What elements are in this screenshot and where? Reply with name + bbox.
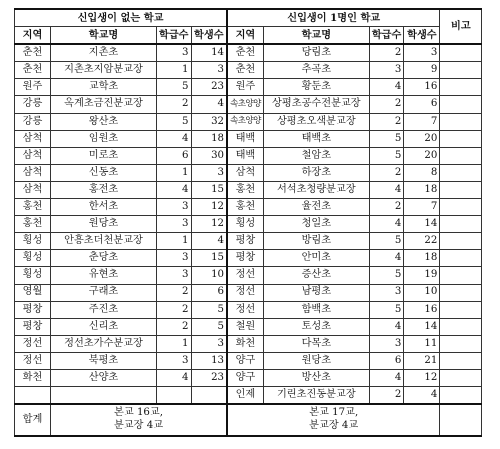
right-classes-cell: 5 xyxy=(369,301,404,318)
right-students-cell: 11 xyxy=(404,335,440,352)
right-classes-cell: 5 xyxy=(369,233,404,250)
col-header-classes: 학급수 xyxy=(369,27,404,45)
left-classes-cell: 2 xyxy=(157,301,192,318)
school-table-container xyxy=(14,8,482,437)
right-classes-cell: 5 xyxy=(369,147,404,164)
right-school-cell: 안미초 xyxy=(263,250,369,267)
right-classes-cell: 2 xyxy=(369,96,404,113)
right-students-cell: 3 xyxy=(404,44,440,62)
right-students-cell: 22 xyxy=(404,233,440,250)
right-school-cell: 추곡초 xyxy=(263,62,369,79)
right-school-cell: 황둔초 xyxy=(263,79,369,96)
table-row xyxy=(15,181,482,198)
left-students-cell: 12 xyxy=(191,199,227,216)
left-region-cell: 원주 xyxy=(15,79,51,96)
left-classes-cell: 1 xyxy=(157,233,192,250)
right-region-cell: 정선 xyxy=(227,284,263,301)
right-region-cell: 철원 xyxy=(227,318,263,335)
total-remarks-cell xyxy=(440,404,482,436)
group-header-no-freshmen: 신입생이 없는 학교 xyxy=(15,9,228,27)
right-region-cell: 홍천 xyxy=(227,199,263,216)
left-school-cell: 홍전초 xyxy=(51,181,157,198)
left-classes-cell: 4 xyxy=(157,181,192,198)
right-classes-cell: 2 xyxy=(369,113,404,130)
right-school-cell: 방산초 xyxy=(263,369,369,386)
right-school-cell: 당림초 xyxy=(263,44,369,62)
left-school-cell: 춘당초 xyxy=(51,250,157,267)
right-school-cell: 서석초청량분교장 xyxy=(263,181,369,198)
left-region-cell: 춘천 xyxy=(15,44,51,62)
table-row xyxy=(15,79,482,96)
remarks-cell xyxy=(440,369,482,386)
right-region-cell: 원주 xyxy=(227,79,263,96)
left-students-cell: 12 xyxy=(191,216,227,233)
left-students-cell: 3 xyxy=(191,164,227,181)
left-region-cell: 춘천 xyxy=(15,62,51,79)
right-classes-cell: 4 xyxy=(369,216,404,233)
total-row xyxy=(15,404,482,436)
left-school-cell: 옥계초금진분교장 xyxy=(51,96,157,113)
right-region-cell: 평창 xyxy=(227,233,263,250)
table-row xyxy=(15,147,482,164)
left-school-cell: 유현초 xyxy=(51,267,157,284)
right-school-cell: 기린초진동분교장 xyxy=(263,387,369,405)
right-region-cell: 속초양양 xyxy=(227,96,263,113)
left-school-cell: 교학초 xyxy=(51,79,157,96)
remarks-cell xyxy=(440,233,482,250)
table-row xyxy=(15,369,482,386)
right-region-cell: 횡성 xyxy=(227,216,263,233)
left-students-cell: 15 xyxy=(191,250,227,267)
left-students-cell: 18 xyxy=(191,130,227,147)
left-classes-cell: 4 xyxy=(157,369,192,386)
remarks-cell xyxy=(440,267,482,284)
left-students-cell: 10 xyxy=(191,267,227,284)
left-students-cell: 3 xyxy=(191,335,227,352)
right-region-cell: 춘천 xyxy=(227,62,263,79)
left-classes-cell: 5 xyxy=(157,79,192,96)
remarks-cell xyxy=(440,96,482,113)
left-classes-cell: 3 xyxy=(157,352,192,369)
left-region-cell: 홍천 xyxy=(15,216,51,233)
left-region-cell: 영월 xyxy=(15,284,51,301)
right-classes-cell: 4 xyxy=(369,369,404,386)
right-students-cell: 18 xyxy=(404,181,440,198)
left-classes-cell: 6 xyxy=(157,147,192,164)
left-school-cell: 미로초 xyxy=(51,147,157,164)
group-header-one-freshman: 신입생이 1명인 학교 xyxy=(227,9,440,27)
right-school-cell: 하장초 xyxy=(263,164,369,181)
table-row xyxy=(15,318,482,335)
left-school-cell: 산양초 xyxy=(51,369,157,386)
table-row xyxy=(15,233,482,250)
right-classes-cell: 5 xyxy=(369,267,404,284)
right-region-cell: 평창 xyxy=(227,250,263,267)
right-students-cell: 14 xyxy=(404,216,440,233)
col-header-classes: 학급수 xyxy=(157,27,192,45)
left-students-cell: 6 xyxy=(191,284,227,301)
table-body xyxy=(15,44,482,404)
left-students-cell: 30 xyxy=(191,147,227,164)
left-classes-cell: 3 xyxy=(157,216,192,233)
right-classes-cell: 2 xyxy=(369,199,404,216)
table-row xyxy=(15,96,482,113)
remarks-cell xyxy=(440,387,482,405)
left-school-cell: 구래초 xyxy=(51,284,157,301)
right-classes-cell: 3 xyxy=(369,62,404,79)
total-left-line1: 본교 16교, xyxy=(114,407,163,419)
col-header-students: 학생수 xyxy=(404,27,440,45)
left-classes-cell: 1 xyxy=(157,335,192,352)
right-students-cell: 6 xyxy=(404,96,440,113)
right-classes-cell: 4 xyxy=(369,181,404,198)
table-row xyxy=(15,62,482,79)
remarks-cell xyxy=(440,44,482,62)
table-row xyxy=(15,284,482,301)
left-region-cell: 평창 xyxy=(15,301,51,318)
right-students-cell: 10 xyxy=(404,284,440,301)
left-school-cell: 지촌초 xyxy=(51,44,157,62)
table-row xyxy=(15,301,482,318)
right-classes-cell: 4 xyxy=(369,250,404,267)
remarks-cell xyxy=(440,181,482,198)
col-header-region: 지역 xyxy=(227,27,263,45)
left-students-cell: 4 xyxy=(191,96,227,113)
left-school-cell: 정선초가수분교장 xyxy=(51,335,157,352)
right-school-cell: 토성초 xyxy=(263,318,369,335)
left-students-cell: 14 xyxy=(191,44,227,62)
left-region-cell: 평창 xyxy=(15,318,51,335)
right-classes-cell: 2 xyxy=(369,387,404,405)
left-school-cell: 한서초 xyxy=(51,199,157,216)
right-students-cell: 20 xyxy=(404,130,440,147)
left-classes-cell: 2 xyxy=(157,284,192,301)
right-classes-cell: 3 xyxy=(369,284,404,301)
right-school-cell: 철암초 xyxy=(263,147,369,164)
left-region-cell: 삼척 xyxy=(15,164,51,181)
left-school-cell xyxy=(51,387,157,405)
right-school-cell: 다목초 xyxy=(263,335,369,352)
left-region-cell: 홍천 xyxy=(15,199,51,216)
left-region-cell: 화천 xyxy=(15,369,51,386)
left-students-cell: 32 xyxy=(191,113,227,130)
left-classes-cell: 3 xyxy=(157,199,192,216)
left-classes-cell: 2 xyxy=(157,318,192,335)
right-students-cell: 19 xyxy=(404,267,440,284)
right-region-cell: 화천 xyxy=(227,335,263,352)
left-school-cell: 북평초 xyxy=(51,352,157,369)
right-students-cell: 7 xyxy=(404,199,440,216)
left-students-cell: 3 xyxy=(191,62,227,79)
total-left-line2: 분교장 4교 xyxy=(113,420,164,432)
remarks-cell xyxy=(440,62,482,79)
right-school-cell: 태백초 xyxy=(263,130,369,147)
table-row xyxy=(15,164,482,181)
right-students-cell: 18 xyxy=(404,250,440,267)
left-classes-cell xyxy=(157,387,192,405)
remarks-cell xyxy=(440,301,482,318)
left-region-cell: 정선 xyxy=(15,335,51,352)
remarks-cell xyxy=(440,250,482,267)
left-region-cell: 삼척 xyxy=(15,130,51,147)
total-right xyxy=(227,404,440,436)
right-region-cell: 속초양양 xyxy=(227,113,263,130)
left-classes-cell: 4 xyxy=(157,130,192,147)
right-classes-cell: 3 xyxy=(369,335,404,352)
table-row xyxy=(15,130,482,147)
right-region-cell: 태백 xyxy=(227,130,263,147)
right-region-cell: 인제 xyxy=(227,387,263,405)
left-students-cell: 23 xyxy=(191,369,227,386)
right-school-cell: 방림초 xyxy=(263,233,369,250)
right-school-cell: 남평초 xyxy=(263,284,369,301)
left-classes-cell: 3 xyxy=(157,250,192,267)
left-students-cell: 13 xyxy=(191,352,227,369)
right-students-cell: 9 xyxy=(404,62,440,79)
remarks-cell xyxy=(440,318,482,335)
left-region-cell: 횡성 xyxy=(15,250,51,267)
left-classes-cell: 1 xyxy=(157,164,192,181)
right-classes-cell: 2 xyxy=(369,44,404,62)
left-school-cell: 왕산초 xyxy=(51,113,157,130)
total-label: 합계 xyxy=(15,404,51,436)
left-students-cell: 5 xyxy=(191,301,227,318)
left-region-cell: 정선 xyxy=(15,352,51,369)
right-school-cell: 증산초 xyxy=(263,267,369,284)
right-region-cell: 정선 xyxy=(227,267,263,284)
remarks-cell xyxy=(440,113,482,130)
left-region-cell: 강릉 xyxy=(15,113,51,130)
table-row xyxy=(15,44,482,62)
right-classes-cell: 5 xyxy=(369,130,404,147)
remarks-cell xyxy=(440,216,482,233)
right-region-cell: 양구 xyxy=(227,352,263,369)
total-right-line2: 분교장 4교 xyxy=(309,420,359,432)
right-region-cell: 삼척 xyxy=(227,164,263,181)
left-school-cell: 주진초 xyxy=(51,301,157,318)
left-school-cell: 지촌초지암분교장 xyxy=(51,62,157,79)
total-left xyxy=(51,404,228,436)
total-right-line1: 본교 17교, xyxy=(309,407,359,419)
left-classes-cell: 5 xyxy=(157,113,192,130)
school-table xyxy=(14,8,482,437)
left-region-cell: 삼척 xyxy=(15,181,51,198)
remarks-cell xyxy=(440,130,482,147)
left-students-cell: 5 xyxy=(191,318,227,335)
right-school-cell: 상평초공수전분교장 xyxy=(263,96,369,113)
right-school-cell: 함백초 xyxy=(263,301,369,318)
remarks-cell xyxy=(440,284,482,301)
table-row xyxy=(15,352,482,369)
col-header-school: 학교명 xyxy=(263,27,369,45)
right-students-cell: 21 xyxy=(404,352,440,369)
table-row xyxy=(15,267,482,284)
right-students-cell: 7 xyxy=(404,113,440,130)
table-row xyxy=(15,216,482,233)
remarks-header: 비고 xyxy=(440,9,482,44)
right-school-cell: 율전초 xyxy=(263,199,369,216)
right-region-cell: 태백 xyxy=(227,147,263,164)
right-region-cell: 정선 xyxy=(227,301,263,318)
right-students-cell: 12 xyxy=(404,369,440,386)
remarks-cell xyxy=(440,352,482,369)
left-region-cell: 횡성 xyxy=(15,233,51,250)
right-school-cell: 상평초오색분교장 xyxy=(263,113,369,130)
table-row xyxy=(15,113,482,130)
remarks-cell xyxy=(440,164,482,181)
col-header-school: 학교명 xyxy=(51,27,157,45)
right-students-cell: 16 xyxy=(404,79,440,96)
left-region-cell: 삼척 xyxy=(15,147,51,164)
right-students-cell: 20 xyxy=(404,147,440,164)
right-school-cell: 원당초 xyxy=(263,352,369,369)
left-school-cell: 신동초 xyxy=(51,164,157,181)
right-classes-cell: 4 xyxy=(369,79,404,96)
right-classes-cell: 4 xyxy=(369,318,404,335)
table-row xyxy=(15,250,482,267)
right-classes-cell: 6 xyxy=(369,352,404,369)
remarks-cell xyxy=(440,147,482,164)
right-students-cell: 14 xyxy=(404,318,440,335)
left-region-cell: 횡성 xyxy=(15,267,51,284)
left-students-cell: 15 xyxy=(191,181,227,198)
table-row xyxy=(15,387,482,405)
col-header-students: 학생수 xyxy=(191,27,227,45)
right-students-cell: 8 xyxy=(404,164,440,181)
left-region-cell xyxy=(15,387,51,405)
remarks-cell xyxy=(440,79,482,96)
col-header-region: 지역 xyxy=(15,27,51,45)
right-school-cell: 청일초 xyxy=(263,216,369,233)
right-region-cell: 홍천 xyxy=(227,181,263,198)
right-students-cell: 4 xyxy=(404,387,440,405)
right-region-cell: 양구 xyxy=(227,369,263,386)
left-classes-cell: 2 xyxy=(157,96,192,113)
left-students-cell: 4 xyxy=(191,233,227,250)
left-school-cell: 원당초 xyxy=(51,216,157,233)
left-classes-cell: 3 xyxy=(157,44,192,62)
left-students-cell: 23 xyxy=(191,79,227,96)
right-region-cell: 춘천 xyxy=(227,44,263,62)
remarks-cell xyxy=(440,335,482,352)
right-classes-cell: 2 xyxy=(369,164,404,181)
right-students-cell: 16 xyxy=(404,301,440,318)
left-students-cell xyxy=(191,387,227,405)
remarks-cell xyxy=(440,199,482,216)
left-region-cell: 강릉 xyxy=(15,96,51,113)
left-school-cell: 신리초 xyxy=(51,318,157,335)
left-school-cell: 임원초 xyxy=(51,130,157,147)
table-row xyxy=(15,199,482,216)
left-classes-cell: 1 xyxy=(157,62,192,79)
left-school-cell: 안흥초더천분교장 xyxy=(51,233,157,250)
table-row xyxy=(15,335,482,352)
left-classes-cell: 3 xyxy=(157,267,192,284)
